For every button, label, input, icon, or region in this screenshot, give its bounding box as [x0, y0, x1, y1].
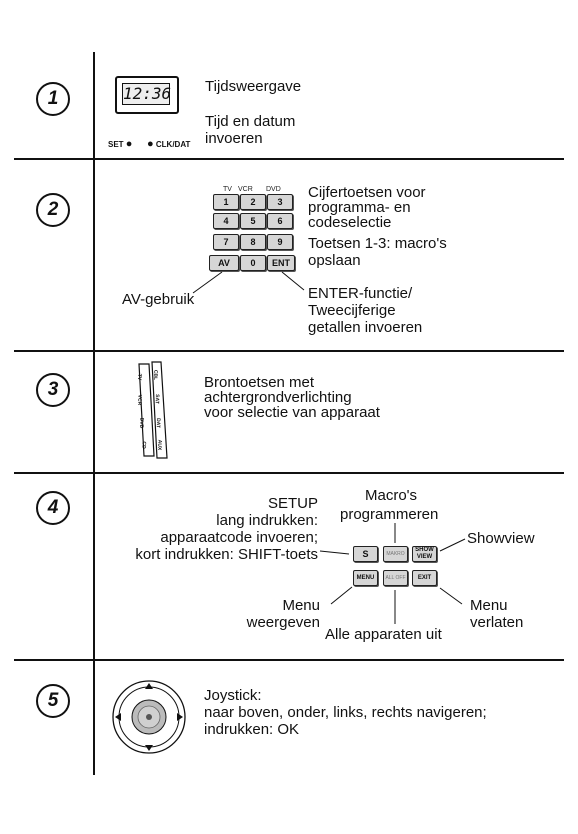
enter-text-l1: ENTER-functie/ [308, 285, 413, 302]
enter-text-l2: Tweecijferige [308, 302, 396, 319]
setup-s-button[interactable]: S [353, 546, 378, 562]
joystick-text-l2: naar boven, onder, links, rechts navigeren; [204, 704, 487, 721]
source-key-aux[interactable]: AUX [156, 439, 163, 451]
key-7[interactable]: 7 [213, 234, 239, 250]
menu-button[interactable]: MENU [353, 570, 378, 586]
lcd-time: 12:36 [123, 84, 172, 103]
menu-show-text-l1: Menu [282, 597, 320, 614]
section-number-5: 5 [36, 684, 70, 718]
source-key-vcr[interactable]: VCR [136, 394, 143, 406]
key-4[interactable]: 4 [213, 213, 239, 229]
setup-text-l2: lang indrukken: [216, 512, 318, 529]
source-keys-text-l2: achtergrondverlichting [204, 389, 352, 406]
showview-text: Showview [467, 530, 535, 547]
time-date-text-l2: invoeren [205, 130, 263, 147]
section-number-1: 1 [36, 82, 70, 116]
source-key-dvd[interactable]: DVD [138, 417, 145, 429]
key-3[interactable]: 3 [267, 194, 293, 210]
clk-dot-icon: ● [147, 138, 154, 150]
all-off-text: Alle apparaten uit [325, 626, 442, 643]
vcr-key-label: VCR [238, 186, 253, 193]
key-av[interactable]: AV [209, 255, 239, 271]
number-keys-text-l3: codeselectie [308, 214, 392, 231]
section-number-2: 2 [36, 193, 70, 227]
source-keys-text-l3: voor selectie van apparaat [204, 404, 380, 421]
menu-show-text-l2: weergeven [246, 614, 320, 631]
makro-button[interactable]: MAKRO [383, 546, 408, 562]
clk-label: CLK/DAT [155, 140, 191, 149]
menu-exit-text-l2: verlaten [470, 614, 524, 631]
exit-button[interactable]: EXIT [412, 570, 437, 586]
setup-text-l1: SETUP [267, 495, 318, 512]
number-keys-text-l2: programma- en [308, 199, 411, 216]
number-keys-text-l1: Cijfertoetsen voor [308, 184, 426, 201]
key-6[interactable]: 6 [267, 213, 293, 229]
source-key-cd[interactable]: CD [140, 441, 147, 449]
set-dot-icon: ● [125, 138, 133, 150]
key-2[interactable]: 2 [240, 194, 266, 210]
source-key-dat[interactable]: DAT [154, 417, 162, 429]
setup-text-l4: kort indrukken: SHIFT-toets [135, 546, 318, 563]
source-key-tv[interactable]: TV [136, 373, 143, 381]
joystick-text-l3: indrukken: OK [204, 721, 300, 738]
time-display-text: Tijdsweergave [205, 78, 302, 95]
menu-exit-text-l1: Menu [470, 597, 508, 614]
macro-keys-text-l1: Toetsen 1-3: macro's [308, 235, 447, 252]
all-off-button[interactable]: ALL OFF [383, 570, 408, 586]
dvd-key-label: DVD [266, 186, 281, 193]
key-9[interactable]: 9 [267, 234, 293, 250]
joystick-text-l1: Joystick: [204, 687, 262, 704]
section-number-3: 3 [36, 373, 70, 407]
setup-text-l3: apparaatcode invoeren; [160, 529, 318, 546]
set-label: SET [108, 140, 124, 149]
source-keys-text-l1: Brontoetsen met [204, 374, 315, 391]
time-date-text-l1: Tijd en datum [205, 113, 296, 130]
av-usage-text: AV-gebruik [122, 291, 195, 308]
source-key-sat[interactable]: SAT [153, 394, 160, 404]
key-1[interactable]: 1 [213, 194, 239, 210]
source-key-cbl[interactable]: CBL [151, 369, 159, 381]
showview-button[interactable]: SHOW VIEW [412, 546, 437, 562]
key-ent[interactable]: ENT [267, 255, 295, 271]
key-5[interactable]: 5 [240, 213, 266, 229]
key-0[interactable]: 0 [240, 255, 266, 271]
section-number-4: 4 [36, 491, 70, 525]
key-8[interactable]: 8 [240, 234, 266, 250]
macro-keys-text-l2: opslaan [308, 252, 361, 269]
tv-key-label: TV [223, 186, 232, 193]
macro-text-l2: programmeren [340, 506, 439, 523]
enter-text-l3: getallen invoeren [308, 319, 423, 336]
macro-text-l1: Macro's [365, 487, 418, 504]
